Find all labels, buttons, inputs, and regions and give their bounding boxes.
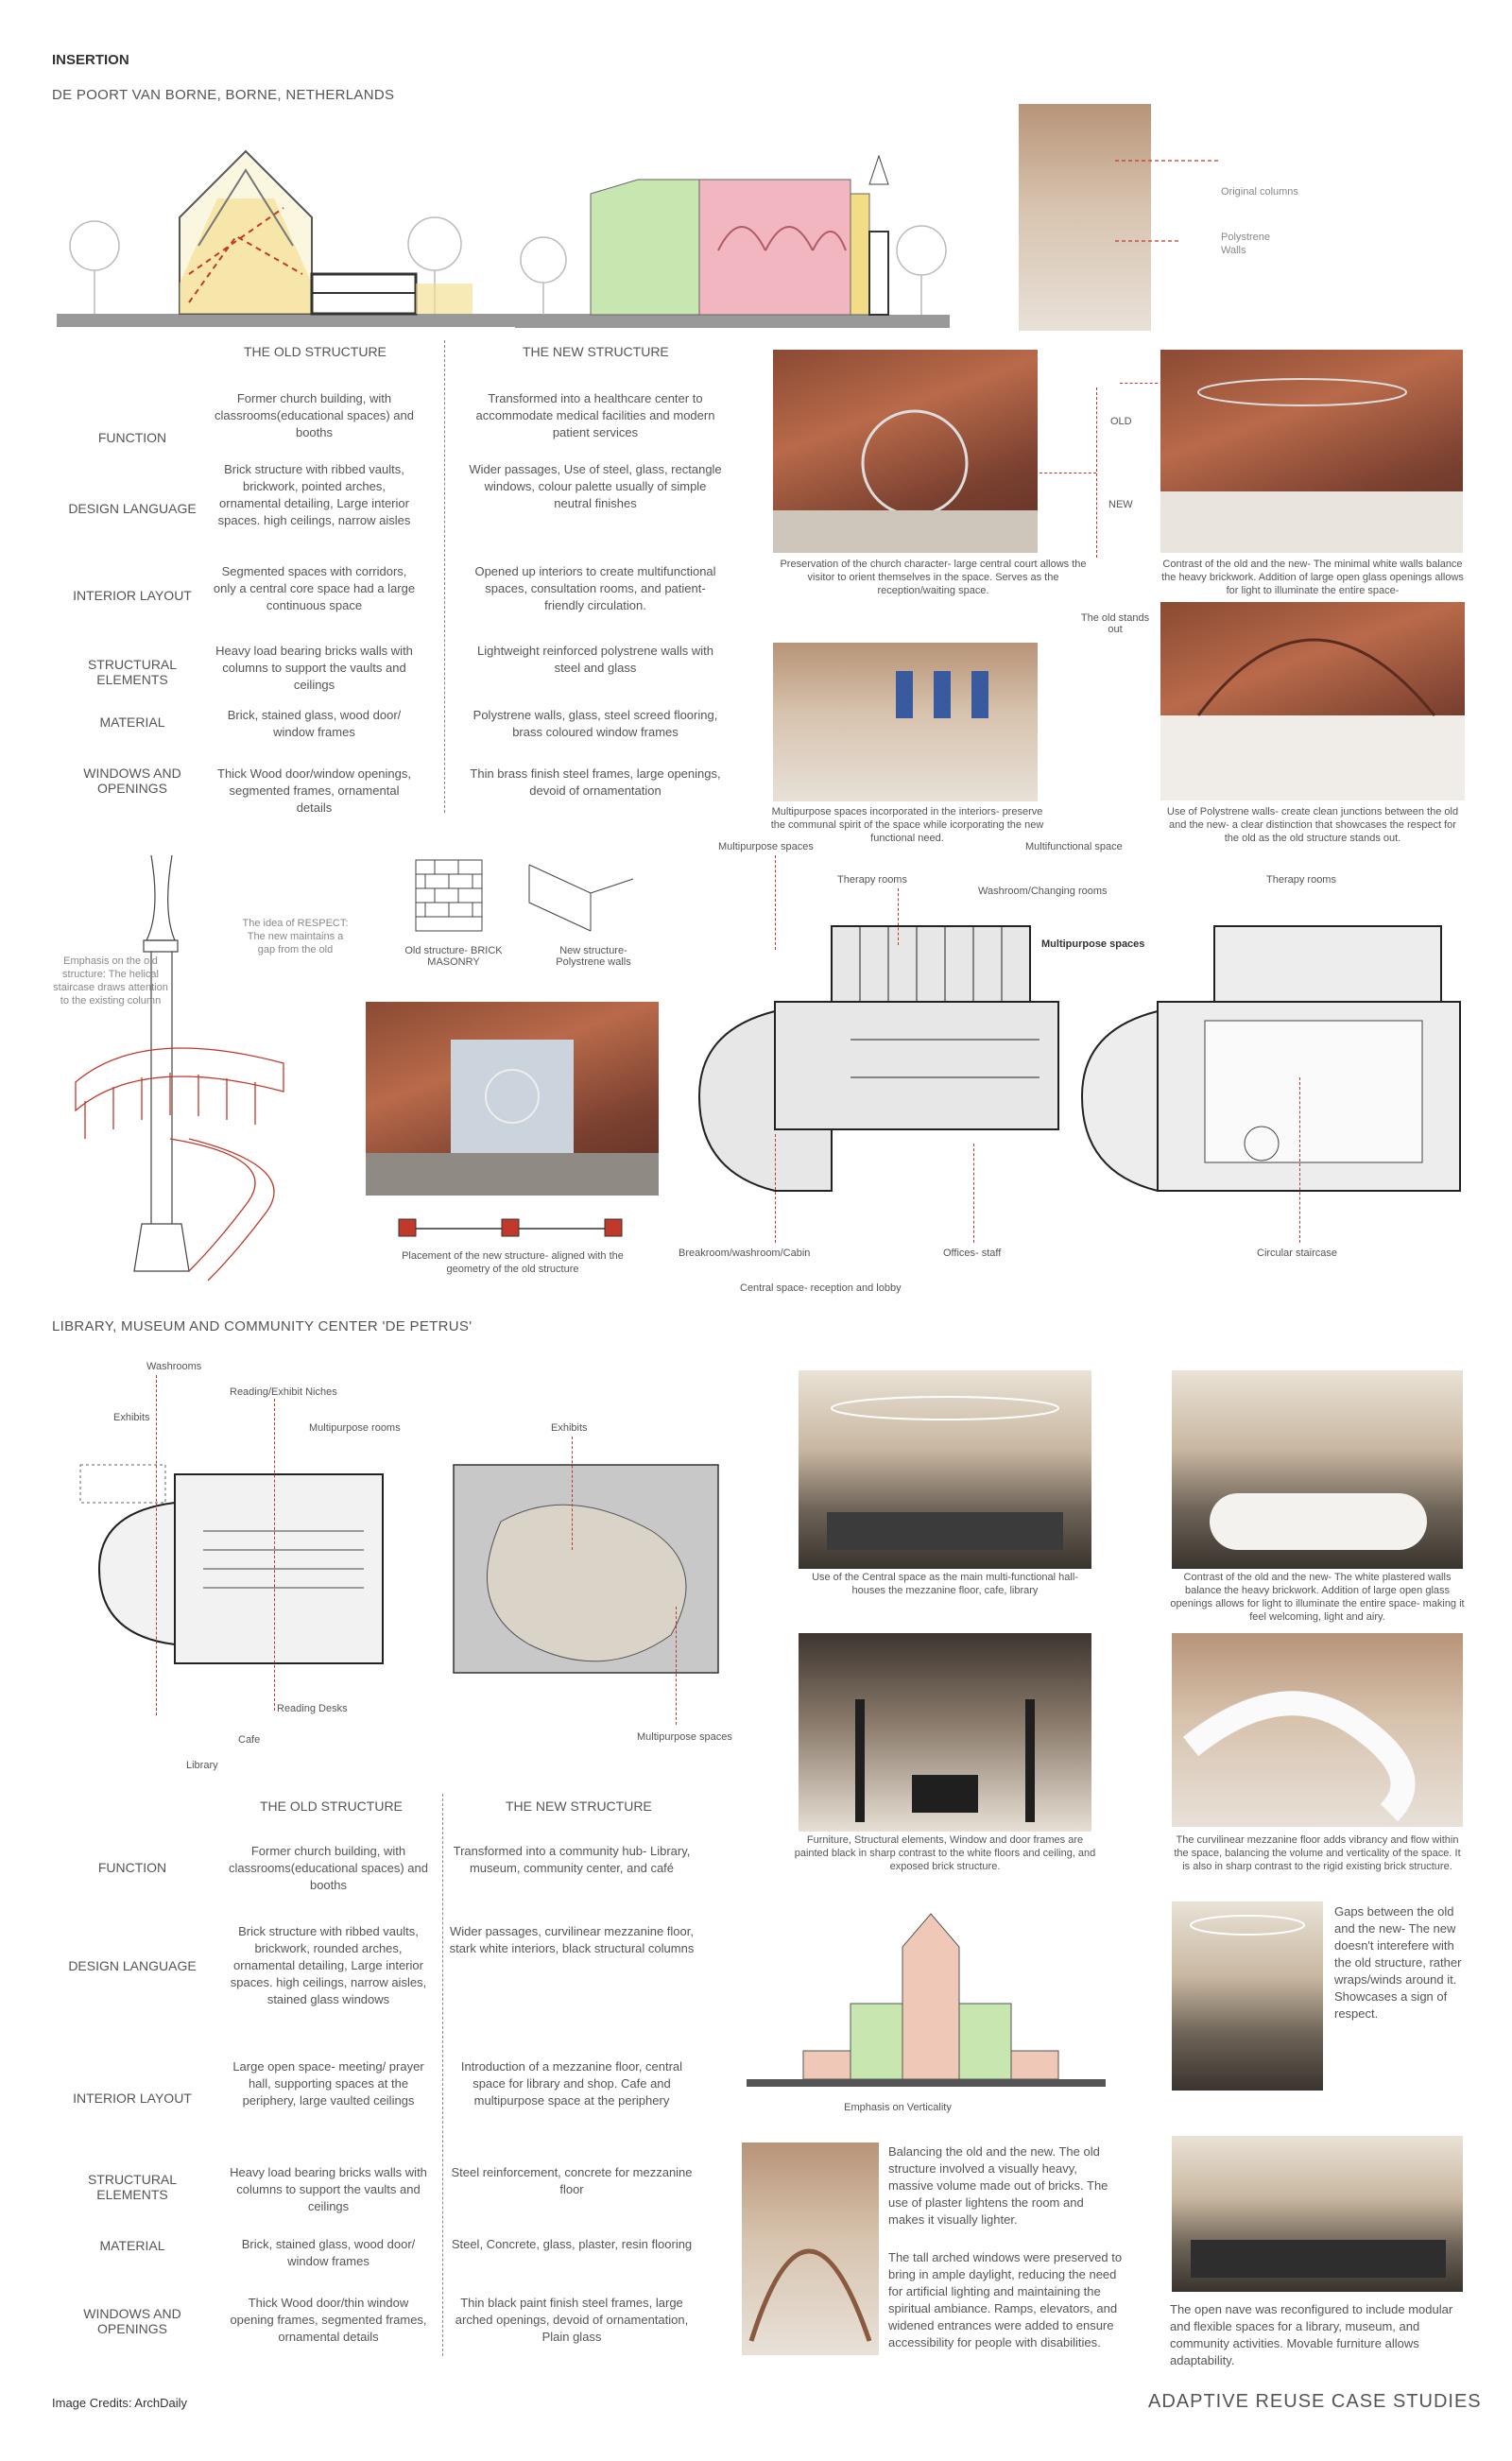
polystrene-walls-photo (1160, 602, 1465, 800)
note-open-nave: The open nave was reconfigured to include modular and flexible spaces for a library, museum, and community activities. Movable furniture allows adaptability. (1170, 2302, 1453, 2367)
black-furniture-photo (799, 1633, 1091, 1832)
label-original-columns: Original columns (1221, 186, 1298, 198)
plan-label-circular-stair: Circular staircase (1257, 1248, 1337, 1259)
project-subtitle: DE POORT VAN BORNE, BORNE, NETHERLANDS (52, 87, 395, 103)
cell-old-windows: Thick Wood door/window openings, segmented frames, ornamental details (217, 766, 411, 815)
connector-line (1120, 383, 1158, 384)
s2-cell-new-structural: Steel reinforcement, concrete for mezzanine floor (451, 2165, 693, 2196)
plan-label-breakroom: Breakroom/washroom/Cabin (679, 1248, 811, 1259)
callout-lines (1115, 142, 1219, 255)
section2-title: LIBRARY, MUSEUM AND COMMUNITY CENTER 'DE PETRUS' (52, 1318, 472, 1334)
plan-label-multipurpose: Multipurpose spaces (718, 841, 814, 852)
tag-old: OLD (1110, 416, 1132, 427)
plan2-label-exhibits: Exhibits (113, 1412, 150, 1423)
caption-church-character: Preservation of the church character- large central court allows the visitor to orient themselves in the space. Serves as the reception/waiting space. (780, 559, 1087, 596)
row-label-design-language: DESIGN LANGUAGE (68, 501, 197, 516)
row-label-interior-layout: INTERIOR LAYOUT (73, 588, 192, 603)
leader-line (898, 888, 899, 945)
s2-cell-new-windows: Thin black paint finish steel frames, large arched openings, devoid of ornamentation, Plain glass (455, 2296, 689, 2344)
s2-row-label-windows: WINDOWS AND OPENINGS (83, 2306, 181, 2336)
s2-cell-old-material: Brick, stained glass, wood door/ window frames (241, 2237, 416, 2268)
sketch-note-respect: The idea of RESPECT: The new maintains a gap from the old (242, 918, 349, 955)
cell-old-function: Former church building, with classrooms(educational spaces) and booths (215, 391, 414, 439)
cell-new-material: Polystrene walls, glass, steel screed flooring, brass coloured window frames (472, 708, 718, 739)
brick-masonry-sketch (411, 855, 496, 940)
caption-central-space: Use of the Central space as the main multi-functional hall- houses the mezzanine floor, cafe, library (812, 1572, 1078, 1596)
caption-polystrene: Use of Polystrene walls- create clean junctions between the old and the new- a clear distinction that showcases the respect for the old as the old structure stands out. (1166, 806, 1459, 844)
col-old-heading: THE OLD STRUCTURE (244, 344, 387, 359)
s2-row-label-design-language: DESIGN LANGUAGE (68, 1958, 197, 1973)
plan2-label-exhibits-2: Exhibits (551, 1422, 588, 1434)
plan-label-central: Central space- reception and lobby (740, 1282, 902, 1294)
s2-row-label-interior: INTERIOR LAYOUT (73, 2091, 192, 2106)
s2-cell-old-design: Brick structure with ribbed vaults, brickwork, rounded arches, ornamental detailing, Large interior spaces. high ceilings, narrow aisles, stained glass windows (230, 1924, 427, 2006)
s2-col-old-heading: THE OLD STRUCTURE (260, 1798, 403, 1814)
library-upper-plan (435, 1446, 747, 1730)
open-nave-photo (1172, 2136, 1463, 2292)
cell-new-function: Transformed into a healthcare center to accommodate medical facilities and modern patient services (475, 391, 715, 439)
leader-line (775, 1134, 776, 1243)
caption-verticality: Emphasis on Verticality (844, 2102, 952, 2113)
contrast-photo (1160, 350, 1463, 553)
plan2-label-washrooms: Washrooms (146, 1361, 202, 1372)
label-old-structure-brick: Old structure- BRICK MASONRY (404, 945, 503, 968)
cell-old-structural: Heavy load bearing bricks walls with columns to support the vaults and ceilings (215, 644, 413, 692)
plan2-label-reading-desks: Reading Desks (277, 1703, 348, 1714)
row-label-structural-elements: STRUCTURAL ELEMENTS (87, 657, 178, 687)
plan-label-multifunctional: Multifunctional space (1025, 841, 1123, 852)
leader-line (274, 1399, 275, 1711)
plan-label-multipurpose-bold: Multipurpose spaces (1041, 938, 1145, 950)
s2-cell-new-function: Transformed into a community hub- Library, museum, community center, and café (453, 1844, 691, 1875)
page-title: INSERTION (52, 52, 129, 68)
plan2-label-reading-niches: Reading/Exhibit Niches (230, 1386, 337, 1398)
alignment-diagram (397, 1214, 624, 1243)
cell-new-windows: Thin brass finish steel frames, large openings, devoid of ornamentation (470, 766, 721, 798)
church-character-photo (773, 350, 1038, 553)
label-polystrene-walls: Polystrene Walls (1221, 232, 1270, 256)
note-balancing: Balancing the old and the new. The old structure involved a visually heavy, massive volume made out of bricks. The use of plaster lightens the room and makes it visually lighter. (888, 2144, 1108, 2227)
sketch-note-emphasis: Emphasis on the old structure: The helical staircase draws attention to the existing column (53, 955, 168, 1007)
leader-line (1299, 1077, 1300, 1243)
tag-old-stands-out: The old stands out (1080, 612, 1150, 635)
central-hall-photo (799, 1370, 1091, 1569)
s2-cell-new-interior: Introduction of a mezzanine floor, central space for library and shop. Cafe and multipurpose space at the periphery (460, 2059, 683, 2108)
plan-label-therapy-2: Therapy rooms (1266, 874, 1336, 886)
plan2-label-multipurpose-spaces: Multipurpose spaces (637, 1731, 732, 1743)
healthcare-ground-plan (662, 907, 1077, 1229)
plan-label-offices: Offices- staff (943, 1248, 1002, 1259)
s2-cell-old-function: Former church building, with classrooms(educational spaces) and booths (229, 1844, 428, 1892)
s2-cell-old-windows: Thick Wood door/thin window opening frames, segmented frames, ornamental details (230, 2296, 427, 2344)
caption-multipurpose: Multipurpose spaces incorporated in the interiors- preserve the communal spirit of the space while icorporating the new functional need. (770, 806, 1044, 844)
s2-cell-old-interior: Large open space- meeting/ prayer hall, supporting spaces at the periphery, large vaulted ceilings (232, 2059, 424, 2108)
s2-cell-new-material: Steel, Concrete, glass, plaster, resin flooring (451, 2237, 693, 2251)
series-title: ADAPTIVE REUSE CASE STUDIES (1148, 2391, 1482, 2412)
plan2-label-library: Library (186, 1760, 218, 1771)
cell-old-material: Brick, stained glass, wood door/ window frames (227, 708, 402, 739)
verticality-section (747, 1890, 1106, 2103)
tag-new: NEW (1108, 499, 1133, 510)
s2-row-label-material: MATERIAL (99, 2238, 165, 2253)
new-section-drawing (515, 146, 950, 336)
plan-label-washroom: Washroom/Changing rooms (978, 886, 1108, 897)
cell-new-design-language: Wider passages, Use of steel, glass, rectangle windows, colour palette usually of simple neutral finishes (469, 462, 722, 510)
table-divider (444, 340, 445, 813)
row-label-material: MATERIAL (99, 714, 165, 730)
s2-cell-new-design: Wider passages, curvilinear mezzanine floor, stark white interiors, black structural columns (449, 1924, 695, 1955)
note-tall-windows: The tall arched windows were preserved to bring in ample daylight, reducing the need for artificial lighting and maintaining the spiritual ambiance. Ramps, elevators, and widened entrances were added to ensure accessibility for people with disabilities. (888, 2250, 1123, 2349)
curvilinear-mezzanine-photo (1172, 1633, 1463, 1827)
s2-row-label-function: FUNCTION (97, 1860, 167, 1875)
cell-new-interior-layout: Opened up interiors to create multifunctional spaces, consultation rooms, and patient-friendly circulation. (474, 564, 716, 612)
leader-line (572, 1437, 573, 1550)
caption-placement: Placement of the new structure- aligned with the geometry of the old structure (402, 1250, 624, 1275)
leader-line (973, 1144, 974, 1243)
col-new-heading: THE NEW STRUCTURE (523, 344, 669, 359)
row-label-windows: WINDOWS AND OPENINGS (83, 766, 181, 796)
healthcare-upper-plan (1063, 907, 1469, 1229)
leader-line (676, 1607, 677, 1725)
plan-label-therapy: Therapy rooms (837, 874, 907, 886)
connector-line (1096, 387, 1097, 558)
s2-col-new-heading: THE NEW STRUCTURE (506, 1798, 652, 1814)
gaps-photo (1172, 1902, 1323, 2091)
multipurpose-interior-photo (773, 643, 1038, 801)
row-label-function: FUNCTION (97, 430, 167, 445)
leader-line (775, 855, 776, 950)
image-credits: Image Credits: ArchDaily (52, 2396, 188, 2410)
balancing-photo (742, 2143, 879, 2355)
caption-contrast-2: Contrast of the old and the new- The white plastered walls balance the heavy brickwork. Addition of large open glass openings allows for light to illuminate the entire space- making it feel welcoming, light and airy. (1170, 1572, 1465, 1623)
s2-row-label-structural: STRUCTURAL ELEMENTS (87, 2172, 178, 2202)
caption-contrast: Contrast of the old and the new- The minimal white walls balance the heavy brickwork. Addition of large open glass openings allows for light to illuminate the entire space- (1161, 559, 1464, 596)
polystrene-wall-sketch (524, 855, 638, 940)
library-ground-plan (61, 1446, 402, 1730)
cell-old-interior-layout: Segmented spaces with corridors, only a central core space had a large continuous space (213, 564, 416, 612)
note-gaps: Gaps between the old and the new- The new doesn't interefere with the old structure, rather wraps/winds around it. Showcases a sign of respect. (1334, 1904, 1462, 2021)
cell-old-design-language: Brick structure with ribbed vaults, brickwork, pointed arches, ornamental detailing, Large interior spaces. high ceilings, narrow aisles (217, 462, 411, 527)
cell-new-structural: Lightweight reinforced polystrene walls with steel and glass (476, 644, 713, 675)
white-plaster-photo (1172, 1370, 1463, 1569)
leader-line (156, 1375, 157, 1715)
caption-furniture: Furniture, Structural elements, Window and door frames are painted black in sharp contrast to the white floors and ceiling, and exposed brick structure. (794, 1834, 1096, 1872)
label-new-structure-polystrene: New structure- Polystrene walls (556, 945, 631, 968)
plan2-label-multipurpose-rooms: Multipurpose rooms (309, 1422, 401, 1434)
structure-alignment-photo (366, 1002, 659, 1196)
s2-table-divider (442, 1794, 443, 2356)
s2-cell-old-structural: Heavy load bearing bricks walls with columns to support the vaults and ceilings (230, 2165, 427, 2213)
caption-curvilinear: The curvilinear mezzanine floor adds vibrancy and flow within the space, balancing the volume and verticality of the space. It is also in sharp contrast to the rigid existing brick structure. (1174, 1834, 1461, 1872)
plan2-label-cafe: Cafe (238, 1734, 261, 1746)
